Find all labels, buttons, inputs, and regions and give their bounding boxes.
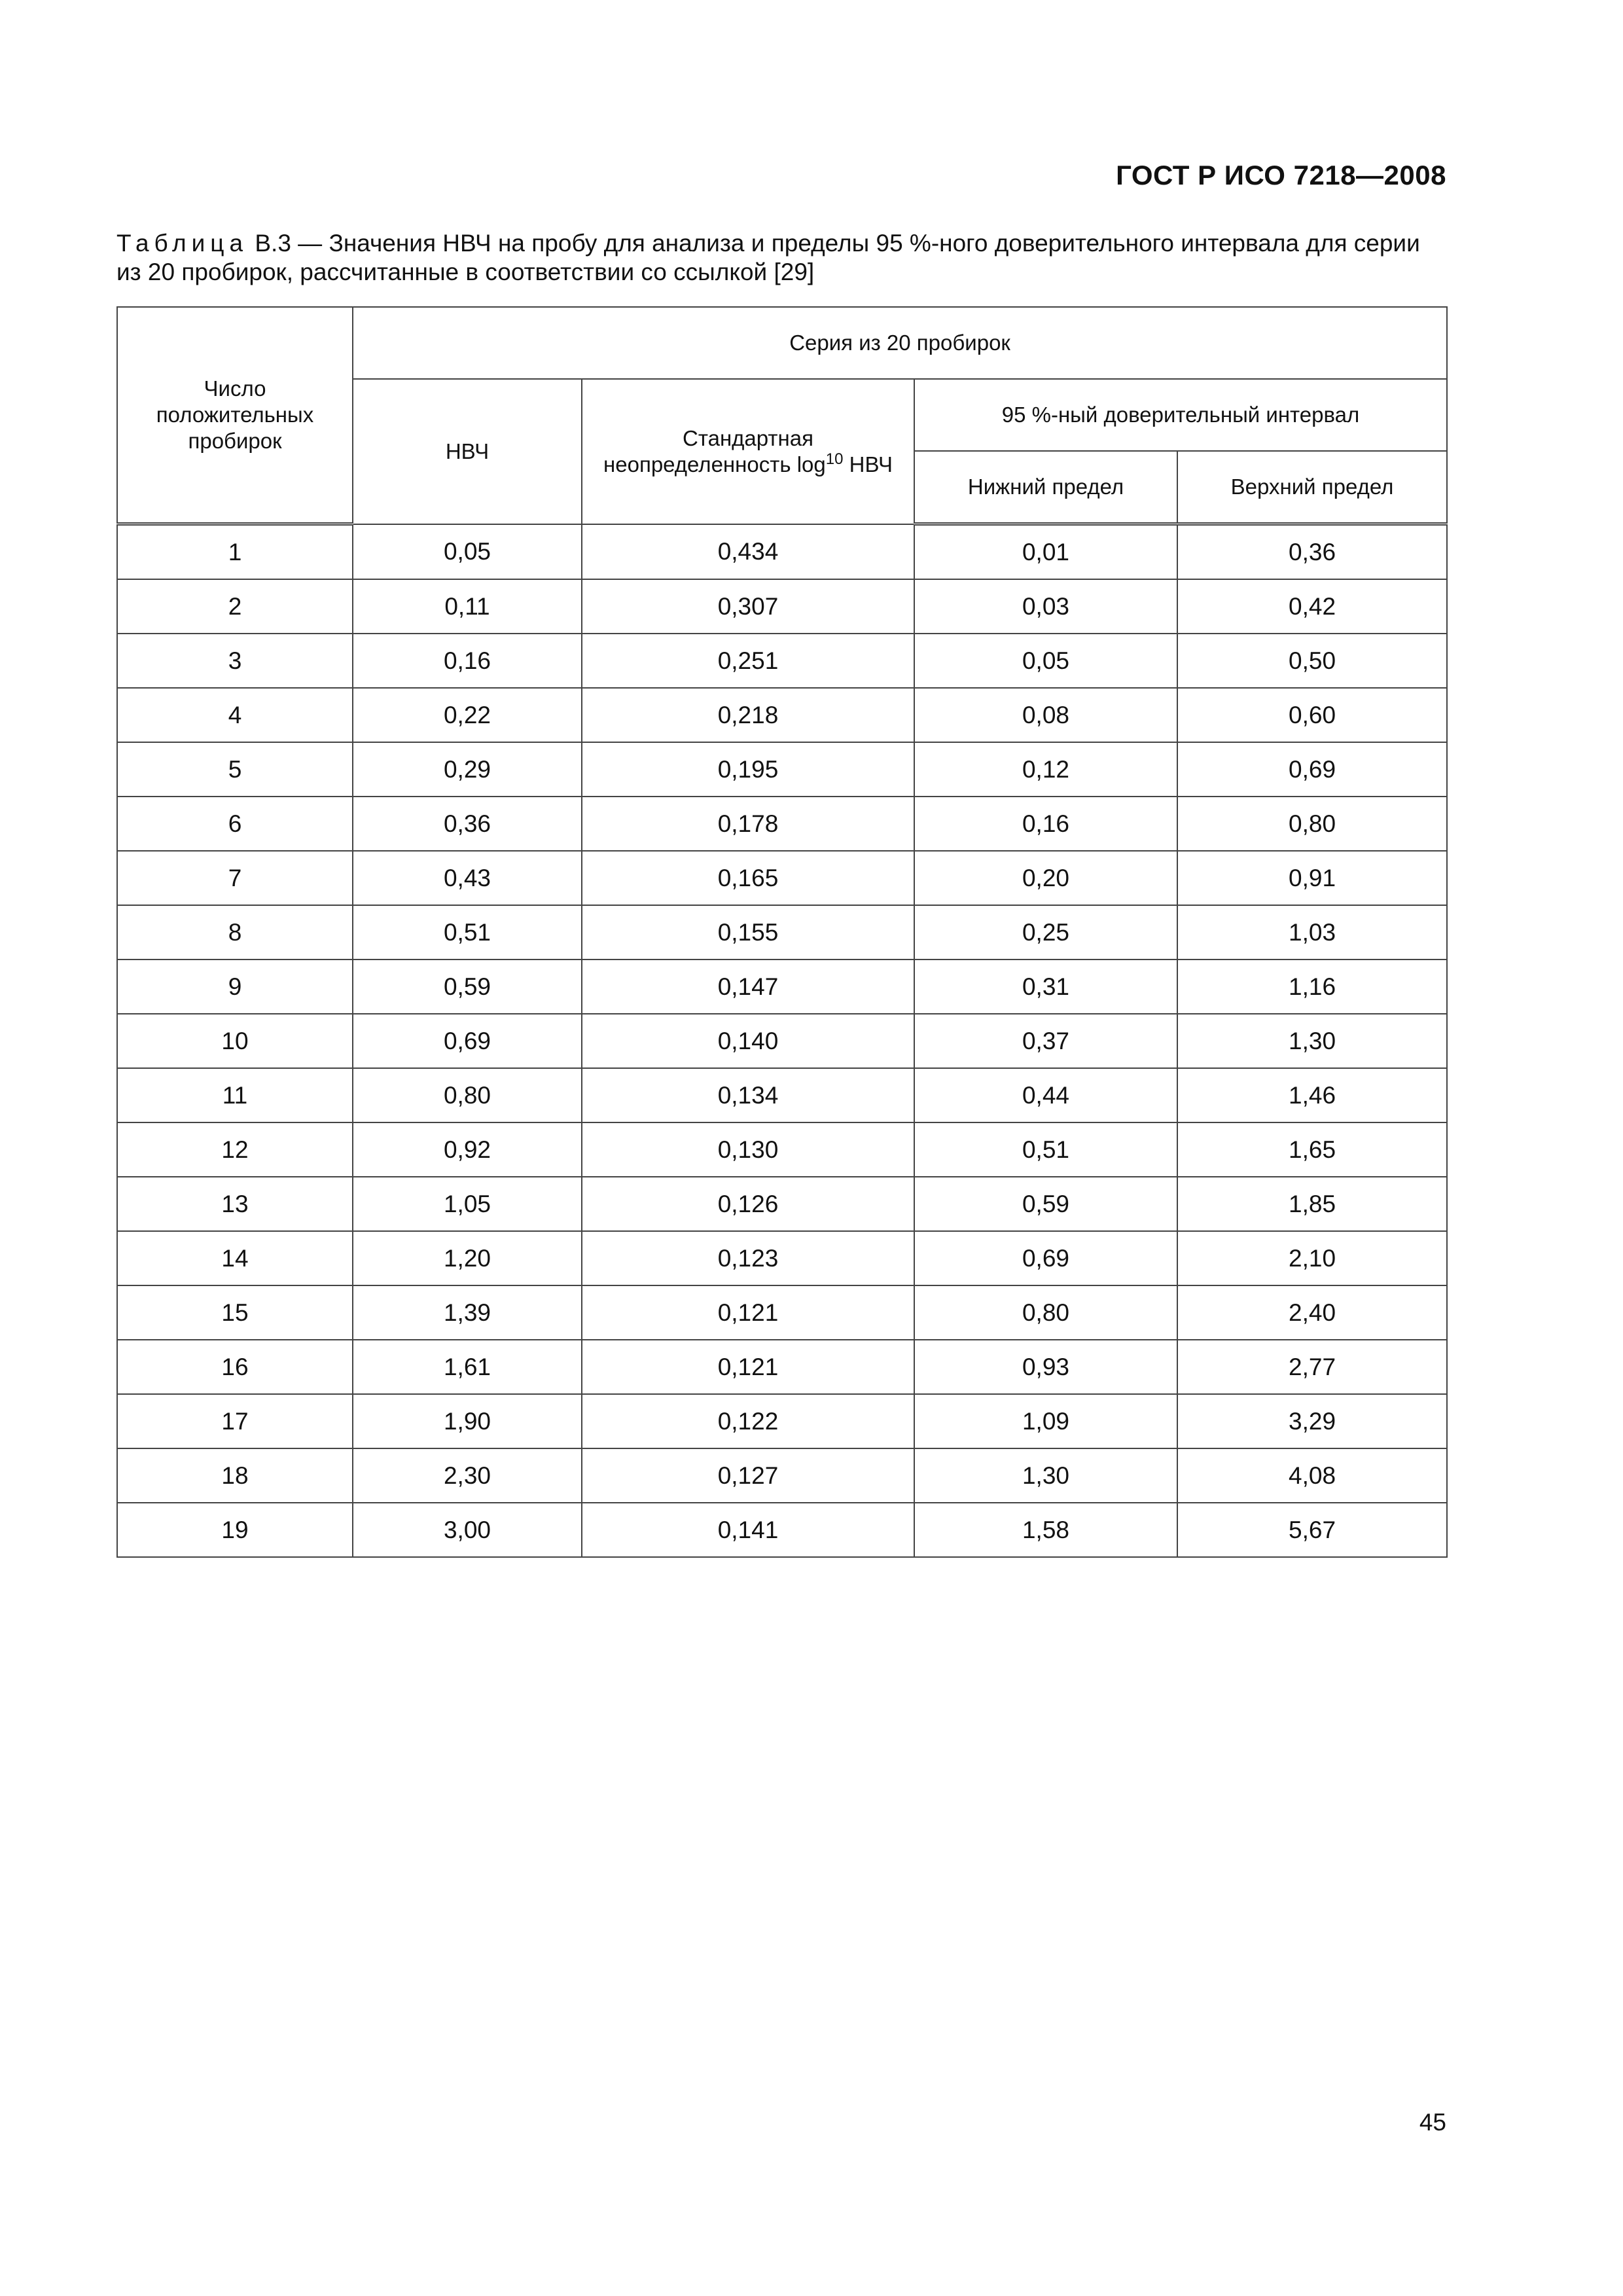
header-mpn: НВЧ: [353, 379, 582, 524]
table-row: [117, 1503, 1447, 1557]
cell-mpn: 1,90: [353, 1394, 582, 1448]
cell-lower-limit: 0,93: [914, 1340, 1177, 1394]
cell-uncertainty: 0,195: [582, 742, 914, 797]
table-row: [117, 1448, 1447, 1503]
document-standard-code: ГОСТ Р ИСО 7218—2008: [1116, 160, 1446, 190]
table-row: [117, 1122, 1447, 1177]
cell-positive-tubes: 9: [117, 960, 353, 1014]
cell-mpn: 0,59: [353, 960, 582, 1014]
cell-lower-limit: 0,03: [914, 579, 1177, 634]
table-caption: [116, 229, 1445, 287]
cell-mpn: 0,92: [353, 1122, 582, 1177]
header-uncertainty: [582, 379, 914, 524]
cell-upper-limit: 0,50: [1177, 634, 1447, 688]
cell-lower-limit: 0,80: [914, 1285, 1177, 1340]
cell-lower-limit: 0,01: [914, 524, 1177, 580]
cell-lower-limit: 1,58: [914, 1503, 1177, 1557]
cell-uncertainty: 0,121: [582, 1340, 914, 1394]
cell-uncertainty: 0,121: [582, 1285, 914, 1340]
cell-positive-tubes: 16: [117, 1340, 353, 1394]
cell-upper-limit: 1,03: [1177, 905, 1447, 960]
cell-uncertainty: 0,218: [582, 688, 914, 742]
cell-positive-tubes: 2: [117, 579, 353, 634]
cell-upper-limit: 5,67: [1177, 1503, 1447, 1557]
cell-uncertainty: 0,127: [582, 1448, 914, 1503]
cell-positive-tubes: 17: [117, 1394, 353, 1448]
cell-positive-tubes: 13: [117, 1177, 353, 1231]
cell-mpn: 0,69: [353, 1014, 582, 1068]
header-lower-limit: Нижний предел: [914, 451, 1177, 524]
table-row: [117, 851, 1447, 905]
cell-lower-limit: 0,08: [914, 688, 1177, 742]
cell-upper-limit: 0,36: [1177, 524, 1447, 580]
table-row: [117, 1014, 1447, 1068]
cell-upper-limit: 0,60: [1177, 688, 1447, 742]
cell-positive-tubes: 12: [117, 1122, 353, 1177]
cell-positive-tubes: 6: [117, 797, 353, 851]
header-uncertainty-text: Стандартная неопределенность log: [603, 425, 826, 476]
cell-uncertainty: 0,251: [582, 634, 914, 688]
cell-lower-limit: 0,05: [914, 634, 1177, 688]
cell-upper-limit: 1,30: [1177, 1014, 1447, 1068]
cell-lower-limit: 0,20: [914, 851, 1177, 905]
table-row: [117, 1068, 1447, 1122]
cell-positive-tubes: 18: [117, 1448, 353, 1503]
table-row: [117, 797, 1447, 851]
cell-upper-limit: 0,42: [1177, 579, 1447, 634]
cell-uncertainty: 0,123: [582, 1231, 914, 1285]
cell-uncertainty: 0,122: [582, 1394, 914, 1448]
cell-mpn: 0,51: [353, 905, 582, 960]
table-row: [117, 579, 1447, 634]
cell-upper-limit: 0,80: [1177, 797, 1447, 851]
cell-uncertainty: 0,141: [582, 1503, 914, 1557]
cell-lower-limit: 0,51: [914, 1122, 1177, 1177]
table-body: [117, 524, 1447, 1558]
cell-mpn: 2,30: [353, 1448, 582, 1503]
cell-positive-tubes: 15: [117, 1285, 353, 1340]
cell-mpn: 1,61: [353, 1340, 582, 1394]
cell-lower-limit: 0,12: [914, 742, 1177, 797]
cell-positive-tubes: 19: [117, 1503, 353, 1557]
cell-mpn: 0,11: [353, 579, 582, 634]
cell-lower-limit: 0,31: [914, 960, 1177, 1014]
table-row: [117, 1177, 1447, 1231]
cell-upper-limit: 4,08: [1177, 1448, 1447, 1503]
cell-upper-limit: 1,16: [1177, 960, 1447, 1014]
cell-upper-limit: 0,91: [1177, 851, 1447, 905]
cell-positive-tubes: 10: [117, 1014, 353, 1068]
cell-uncertainty: 0,178: [582, 797, 914, 851]
cell-uncertainty: 0,130: [582, 1122, 914, 1177]
table-row: [117, 960, 1447, 1014]
cell-positive-tubes: 7: [117, 851, 353, 905]
cell-mpn: 1,05: [353, 1177, 582, 1231]
cell-uncertainty: 0,134: [582, 1068, 914, 1122]
mpn-table: [116, 306, 1448, 1558]
table-row: [117, 905, 1447, 960]
cell-uncertainty: 0,140: [582, 1014, 914, 1068]
cell-uncertainty: 0,147: [582, 960, 914, 1014]
table-caption-text: — Значения НВЧ на пробу для анализа и пределы 95 %-ного доверительного интервала для серии из 20 пробирок, рассчитанные в соответствии со ссылкой [29]: [116, 230, 1420, 285]
cell-uncertainty: 0,165: [582, 851, 914, 905]
table-caption-label: Таблица: [116, 230, 249, 257]
cell-mpn: 1,39: [353, 1285, 582, 1340]
cell-uncertainty: 0,307: [582, 579, 914, 634]
cell-positive-tubes: 11: [117, 1068, 353, 1122]
cell-upper-limit: 3,29: [1177, 1394, 1447, 1448]
cell-upper-limit: 2,40: [1177, 1285, 1447, 1340]
cell-positive-tubes: 3: [117, 634, 353, 688]
header-uncertainty-unit: НВЧ: [843, 452, 893, 476]
cell-upper-limit: 2,77: [1177, 1340, 1447, 1394]
cell-uncertainty: 0,434: [582, 524, 914, 580]
cell-lower-limit: 1,30: [914, 1448, 1177, 1503]
table-row: [117, 1285, 1447, 1340]
cell-mpn: 0,36: [353, 797, 582, 851]
cell-uncertainty: 0,155: [582, 905, 914, 960]
cell-mpn: 1,20: [353, 1231, 582, 1285]
header-positive-tubes: Число положительных пробирок: [117, 307, 353, 524]
cell-uncertainty: 0,126: [582, 1177, 914, 1231]
cell-lower-limit: 0,25: [914, 905, 1177, 960]
cell-positive-tubes: 5: [117, 742, 353, 797]
header-series: Серия из 20 пробирок: [353, 307, 1447, 379]
cell-lower-limit: 1,09: [914, 1394, 1177, 1448]
cell-upper-limit: 1,46: [1177, 1068, 1447, 1122]
cell-lower-limit: 0,44: [914, 1068, 1177, 1122]
page-number: 45: [1419, 2109, 1446, 2136]
table-row: [117, 742, 1447, 797]
cell-mpn: 0,05: [353, 524, 582, 580]
header-confidence-interval: 95 %-ный доверительный интервал: [914, 379, 1447, 451]
header-uncertainty-superscript: 10: [825, 450, 844, 468]
table-row: [117, 634, 1447, 688]
cell-lower-limit: 0,69: [914, 1231, 1177, 1285]
table-row: [117, 1231, 1447, 1285]
cell-upper-limit: 0,69: [1177, 742, 1447, 797]
header-upper-limit: Верхний предел: [1177, 451, 1447, 524]
cell-mpn: 3,00: [353, 1503, 582, 1557]
cell-mpn: 0,22: [353, 688, 582, 742]
table-row: [117, 688, 1447, 742]
cell-mpn: 0,43: [353, 851, 582, 905]
cell-lower-limit: 0,59: [914, 1177, 1177, 1231]
cell-positive-tubes: 8: [117, 905, 353, 960]
table-caption-number: В.3: [255, 230, 291, 257]
cell-upper-limit: 1,85: [1177, 1177, 1447, 1231]
cell-upper-limit: 2,10: [1177, 1231, 1447, 1285]
cell-positive-tubes: 4: [117, 688, 353, 742]
cell-mpn: 0,80: [353, 1068, 582, 1122]
cell-mpn: 0,16: [353, 634, 582, 688]
table-row: [117, 1394, 1447, 1448]
table-row: [117, 1340, 1447, 1394]
cell-positive-tubes: 1: [117, 524, 353, 580]
cell-positive-tubes: 14: [117, 1231, 353, 1285]
table-row: [117, 524, 1447, 580]
cell-mpn: 0,29: [353, 742, 582, 797]
cell-lower-limit: 0,16: [914, 797, 1177, 851]
cell-lower-limit: 0,37: [914, 1014, 1177, 1068]
cell-upper-limit: 1,65: [1177, 1122, 1447, 1177]
